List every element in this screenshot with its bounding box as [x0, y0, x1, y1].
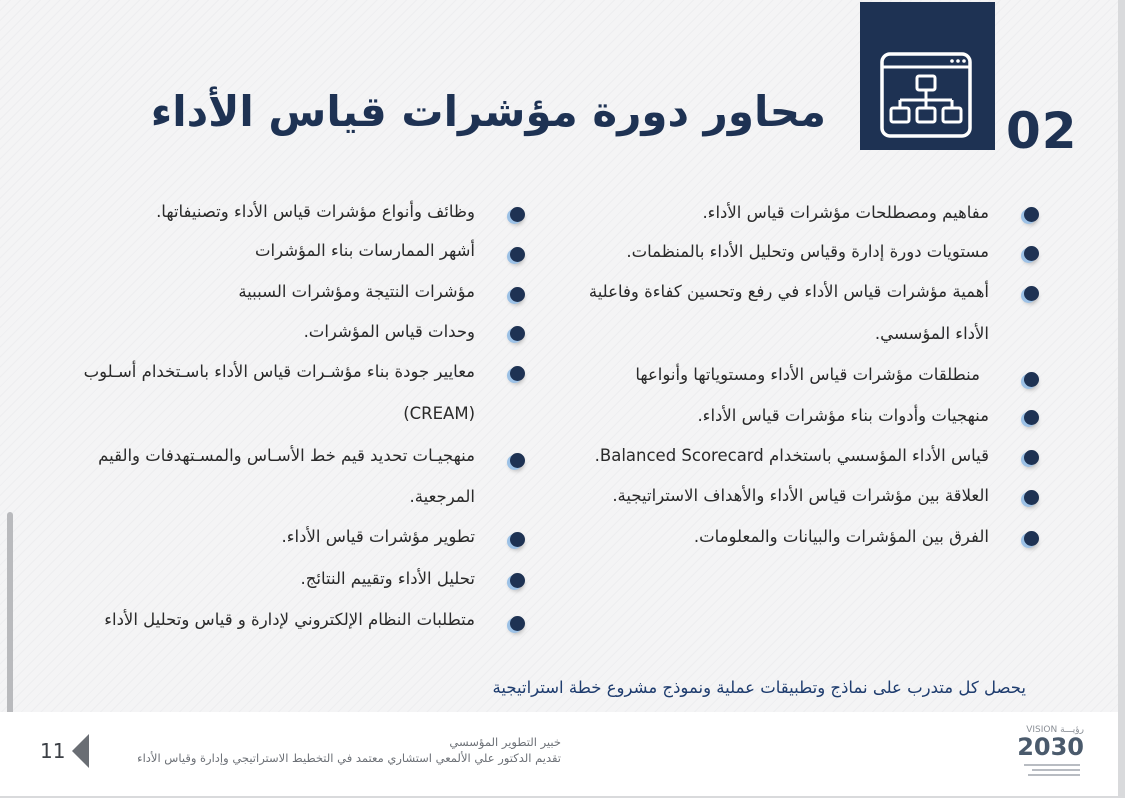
bullet-icon	[1024, 450, 1039, 465]
list-item: وحدات قياس المؤشرات.	[303, 322, 475, 341]
list-item: منهجيـات تحديد قيم خط الأسـاس والمسـتهدفات والقيم	[98, 446, 475, 465]
logo-line	[1032, 769, 1080, 771]
bullet-icon	[1024, 246, 1039, 261]
list-item: منهجيات وأدوات بناء مؤشرات قياس الأداء.	[697, 406, 989, 425]
list-item: الفرق بين المؤشرات والبيانات والمعلومات.	[693, 527, 989, 546]
list-item: مفاهيم ومصطلحات مؤشرات قياس الأداء.	[702, 203, 989, 222]
list-item: الأداء المؤسسي.	[874, 324, 989, 343]
footer-text	[0, 0, 561, 796]
list-item: المرجعية.	[409, 487, 475, 506]
vision-2030-logo	[1008, 724, 1084, 780]
list-item: معايير جودة بناء مؤشـرات قياس الأداء باسـتخدام أسـلوب	[83, 362, 475, 381]
bullet-icon	[1024, 372, 1039, 387]
list-item: أشهر الممارسات بناء المؤشرات	[254, 241, 475, 260]
list-item: وظائف وأنواع مؤشرات قياس الأداء وتصنيفاتها.	[156, 202, 475, 221]
page-title: محاور دورة مؤشرات قياس الأداء	[150, 87, 826, 136]
bullet-icon	[1024, 410, 1039, 425]
tagline: يحصل كل متدرب على نماذج وتطبيقات عملية ونموذج مشروع خطة استراتيجية	[492, 678, 1026, 697]
list-item: منطلقات مؤشرات قياس الأداء ومستوياتها وأنواعها	[635, 365, 980, 384]
list-item: تطوير مؤشرات قياس الأداء.	[281, 527, 475, 546]
list-item: تحليل الأداء وتقييم النتائج.	[300, 569, 475, 588]
section-icon-box	[860, 2, 995, 150]
logo-vision-text: VISION رؤيـــة	[1026, 725, 1084, 735]
list-item: قياس الأداء المؤسسي باستخدام Balanced Scorecard.	[594, 446, 989, 465]
bullet-icon	[1024, 207, 1039, 222]
bullet-icon	[1024, 490, 1039, 505]
list-item: (CREAM)	[403, 404, 475, 423]
list-item: متطلبات النظام الإلكتروني لإدارة و قياس وتحليل الأداء	[104, 610, 475, 629]
list-item: مؤشرات النتيجة ومؤشرات السببية	[238, 282, 475, 301]
section-number: 02	[1006, 102, 1078, 160]
prev-page-arrow-icon[interactable]	[72, 734, 89, 768]
sitemap-window-icon	[878, 50, 978, 142]
footer-title: خبير التطوير المؤسسي	[449, 735, 561, 749]
bullet-icon	[1024, 531, 1039, 546]
logo-line	[1028, 774, 1080, 776]
list-item: مستويات دورة إدارة وقياس وتحليل الأداء بالمنظمات.	[626, 242, 989, 261]
logo-year: 2030	[1017, 733, 1084, 761]
page-number: 11	[40, 739, 66, 763]
list-item: العلاقة بين مؤشرات قياس الأداء والأهداف الاستراتيجية.	[612, 486, 989, 505]
list-item: أهمية مؤشرات قياس الأداء في رفع وتحسين كفاءة وفاعلية	[588, 282, 989, 301]
bullet-icon	[1024, 286, 1039, 301]
footer-subtitle: تقديم الدكتور علي الألمعي استشاري معتمد في التخطيط الاستراتيجي وإدارة وقياس الأداء	[137, 751, 561, 765]
logo-line	[1024, 764, 1080, 766]
